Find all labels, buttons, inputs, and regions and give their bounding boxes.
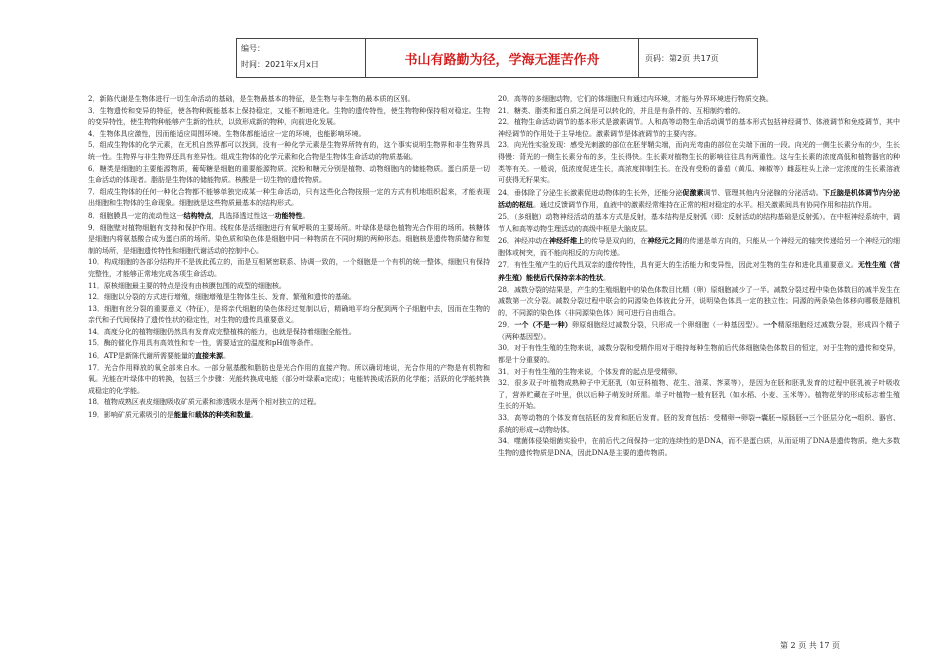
- body-text: 30．对于有性生殖的生物来说，减数分裂和受精作用对于维持每种生物前后代体细胞染色体数目的恒定，对于生物的遗传和变异，都是十分重要的。: [498, 344, 900, 365]
- paragraph: [88, 338, 490, 350]
- body-text: 26．神经冲动在: [498, 237, 550, 246]
- paragraph: [498, 235, 900, 259]
- body-text: 。: [302, 211, 310, 220]
- body-text: 精原细胞经过减数分裂，形成四个精子（两种基因型）。: [498, 321, 901, 341]
- body-text: 22．植物生命活动调节的基本形式是激素调节。人和高等动物生命活动调节的基本形式包括神经调节、体液调节和免疫调节，其中神经调节的作用处于主导地位。激素调节是体液调节的主要内容。: [498, 118, 900, 138]
- body-text: 17．光合作用释放的氧全部来自水。一部分氨基酸和脂肪也是光合作用的直接产物。所以确切地说，光合作用的产物是有机物和氧。光能在叶绿体中的转换，包括三个步骤：光能转换成电能（部分叶绿素a完成）；电能转换成活跃的化学能；活跃的化学能转换成稳定的化学能。: [88, 363, 490, 395]
- body-text: 25．（多细胞）动物神经活动的基本方式是反射，基本结构是反射弧（即：反射活动的结构基础是反射弧）。在中枢神经系统中，调节人和高等动物生理活动的高级中枢是大脑皮层。: [498, 212, 900, 233]
- paragraph: [88, 94, 490, 106]
- body-text: 33．高等动物的个体发育包括胚的发育和胚后发育。胚的发育包括：受精卵→卵裂→囊胚→原肠胚→三个胚层分化→组织、器官、系统的形成→动物幼体。: [498, 414, 900, 434]
- body-text: 卵原细胞经过减数分裂，只形成一个卵细胞（一种基因型）。: [572, 321, 764, 330]
- motto: 书山有路勤为径，学海无涯苦作舟: [366, 39, 639, 77]
- emphasis-text: 结构特点: [183, 210, 212, 220]
- body-text: 的传递是单方向的，只能从一个神经元的轴突传递给另一个神经元的细胞体或树突，而不能向相反的方向传递。: [498, 237, 901, 257]
- emphasis-text: 载体的种类和数量: [194, 410, 251, 420]
- paragraph: [88, 350, 490, 363]
- body-text: 。: [250, 411, 258, 420]
- header-meta: [237, 39, 366, 77]
- paragraph: [498, 212, 900, 235]
- emphasis-text: 能量: [173, 410, 188, 420]
- page-header: [236, 38, 758, 78]
- paragraph: [498, 117, 900, 140]
- paragraph: [88, 292, 490, 304]
- page-footer: 第 2 页 共 17 页: [780, 641, 840, 650]
- body-text: 27．有性生殖产生的后代具双亲的遗传特性，具有更大的生活能力和变异性，因此对生物的生存和进化具重要意义。: [498, 261, 858, 270]
- emphasis-text: 直接来源: [194, 351, 223, 361]
- paragraph: [498, 343, 900, 366]
- paragraph: [88, 210, 490, 223]
- paragraph: [498, 319, 900, 343]
- body-text: 24．垂体除了分泌生长激素促进动物体的生长外，还能分泌: [498, 188, 683, 197]
- body-text: 7．组成生物体的任何一种化合物都不能够单独完成某一种生命活动，只有这些化合物按照一定的方式有机地组织起来，才能表现出细胞和生物体的生命现象。细胞就是这些物质最基本的结构形式。: [88, 187, 490, 208]
- body-text: 28．减数分裂的结果是，产生的生殖细胞中的染色体数目比精（卵）原细胞减少了一半。减数分裂过程中染色体数目的减半发生在减数第一次分裂。减数分裂过程中联会的同源染色体彼此分开，说明染色体具一定的独立性；同源的两条染色体移向哪极是随机的，不同源的染色体（非同源染色体）间可进行自由组合。: [498, 285, 900, 317]
- paragraph: [498, 436, 900, 459]
- right-column: [498, 94, 900, 459]
- left-column: [88, 94, 490, 422]
- paragraph: [88, 129, 490, 141]
- paragraph: [498, 106, 900, 118]
- paragraph: [498, 378, 900, 413]
- page-indicator: 页码：第2页 共17页: [645, 53, 719, 63]
- paragraph: [498, 187, 900, 212]
- body-text: 20．高等的多细胞动物，它们的体细胞只有通过内环境，才能与外界环境进行物质交换。: [498, 95, 773, 103]
- paragraph: [498, 413, 900, 436]
- emphasis-text: 神经元之间: [647, 236, 683, 246]
- body-text: 21．糖类、脂类和蛋白质之间是可以转化的，并且是有条件的、互相制约着的。: [498, 106, 745, 115]
- paragraph: [498, 285, 900, 320]
- paragraph: [88, 327, 490, 339]
- paragraph: [88, 257, 490, 280]
- emphasis-text: 下丘脑是机体调节内分泌活动的枢纽: [498, 187, 901, 210]
- paragraph: [498, 367, 900, 379]
- body-text: 34．噬菌体侵染细菌实验中，在前后代之间保持一定的连续性的是DNA，而不是蛋白质，从而证明了DNA是遗传物质。绝大多数生物的遗传物质是DNA，因此DNA是主要的遗传物质。: [498, 437, 900, 457]
- body-text: 5．组成生物体的化学元素，在无机自然界都可以找到，没有一种化学元素是生物界所特有的，这个事实说明生物界和非生物界具统一性。生物界与非生物界还具有差异性。组成生物体的化学元素和化合物是生物体生命活动的物质基础。: [88, 141, 490, 161]
- paragraph: [88, 281, 490, 293]
- emphasis-text: 功能特性: [274, 210, 303, 220]
- body-text: 2．新陈代谢是生物体进行一切生命活动的基础，是生物最基本的特征，是生物与非生物的最本质的区别。: [88, 95, 415, 103]
- body-text: 16．ATP是新陈代谢所需要能量的: [88, 352, 195, 361]
- body-text: 。: [222, 352, 230, 361]
- emphasis-text: 无性生殖（营养生殖）能使后代保持亲本的性状: [498, 260, 901, 282]
- paragraph: [88, 187, 490, 210]
- emphasis-text: 一个: [763, 320, 778, 330]
- paragraph: [88, 363, 490, 398]
- time-label: 时间：2021年x月x日: [241, 60, 319, 69]
- body-text: 6．糖类是细胞的主要能源物质，葡萄糖是细胞的重要能源物质。淀粉和糖元分别是植物、动物细胞内的储能物质。蛋白质是一切生命活动的体现者。脂肪是生物体的储能物质。核酸是一切生物的遗传物质。: [88, 164, 490, 185]
- body-text: 14．高度分化的植物细胞仍然具有发育成完整植株的能力，也就是保持着细胞全能性。: [88, 327, 356, 336]
- paragraph: [88, 409, 490, 422]
- paragraph: [88, 397, 490, 409]
- paragraph: [498, 140, 900, 186]
- body-text: 4．生物体具应激性，因而能适应周围环境。生物体都能适应一定的环境，也能影响环境。: [88, 129, 366, 138]
- paragraph: [88, 304, 490, 327]
- body-text: 和: [187, 411, 195, 420]
- body-text: 。通过反馈调节作用，血液中的激素经常维持在正常的相对稳定的水平。相关激素间具有协同作用和拮抗作用。: [533, 201, 876, 210]
- paragraph: [88, 223, 490, 258]
- body-text: 12．细胞以分裂的方式进行增殖，细胞增殖是生物体生长、发育、繁殖和遗传的基础。: [88, 293, 356, 302]
- paragraph: [498, 259, 900, 284]
- number-label: 编号：: [241, 44, 265, 53]
- body-text: 23．向光性实验发现：感受光刺激的部位在胚芽鞘尖端，而向光弯曲的部位在尖端下面的一段。向光的一侧生长素分布的少，生长得慢：背光的一侧生长素分布的多，生长得快。生长素对植物生长的影响往往具有两重性。这与生长素的浓度高低和植物器官的种类等有关。一般说，低浓度促进生长，高浓度抑制生长。在没有受粉的番茄（黄瓜、辣椒等）雌蕊柱头上涂一定浓度的生长素溶液可获得无籽果实。: [498, 141, 900, 185]
- body-text: 9．细胞壁对植物细胞有支持和保护作用。线粒体是活细胞进行有氧呼吸的主要场所。叶绿体是绿色植物光合作用的场所。核糖体是细胞内将氨基酸合成为蛋白质的场所。染色质和染色体是细胞中同一种物质在不同时期的两种形态。细胞核是遗传物质储存和复制的场所，是细胞遗传特性和细胞代谢活动的控制中心。: [88, 223, 490, 255]
- body-text: 13．细胞有丝分裂的重要意义（特征），是将亲代细胞的染色体经过复制以后，精确地平均分配到两个子细胞中去，因而在生物的亲代和子代间保持了遗传性状的稳定性，对生物的遗传具重要意义。: [88, 304, 490, 325]
- body-text: 15．酶的催化作用具有高效性和专一性，需要适宜的温度和pH值等条件。: [88, 339, 318, 348]
- body-text: 10．构成细胞的各部分结构并不是彼此孤立的，而是互相紧密联系、协调一致的，一个细胞是一个有机的统一整体，细胞只有保持完整性，才能够正常地完成各项生命活动。: [88, 258, 490, 278]
- body-text: 的传导是双向的，在: [584, 237, 648, 246]
- body-text: 19．影响矿质元素吸引的是: [88, 411, 174, 420]
- emphasis-text: 促激素: [682, 187, 704, 197]
- emphasis-text: 神经纤维上: [549, 236, 585, 246]
- body-text: 11．原核细胞最主要的特点是没有由核膜包围的成型的细胞核。: [88, 281, 286, 290]
- body-text: 。: [603, 273, 610, 282]
- emphasis-text: 一个（不是一种）: [514, 320, 573, 330]
- body-text: 18．植物成熟区表皮细胞吸收矿质元素和渗透吸水是两个相对独立的过程。: [88, 398, 321, 407]
- paragraph: [88, 164, 490, 187]
- body-text: 调节、管理其他内分泌腺的分泌活动。: [703, 188, 823, 197]
- body-text: 29．: [498, 321, 515, 330]
- body-text: 31．对于有性生殖的生物来说，个体发育的起点是受精卵。: [498, 367, 682, 376]
- paragraph: [88, 106, 490, 129]
- body-text: 3．生物遗传和变异的特征，使各物种既能基本上保持稳定，又能不断地进化。生物的遗传特性，使生物物种保持相对稳定。生物的变异特性，使生物物种能够产生新的性状，以致形成新的物种，向前进化发展。: [88, 106, 490, 127]
- paragraph: [88, 140, 490, 163]
- body-text: ，具选择透过性这一: [211, 211, 275, 220]
- body-text: 32．很多双子叶植物成熟种子中无胚乳（如豆科植物、花生、油菜、荠菜等），是因为在胚和胚乳发育的过程中胚乳被子叶吸收了，营养贮藏在子叶里，供以后种子萌发时所需。单子叶植物一般有胚乳（如水稻、小麦、玉米等）。植物花芽的形成标志着生殖生长的开始。: [498, 379, 900, 411]
- paragraph: [498, 94, 900, 106]
- body-text: 8．细胞膜具一定的流动性这一: [88, 211, 184, 220]
